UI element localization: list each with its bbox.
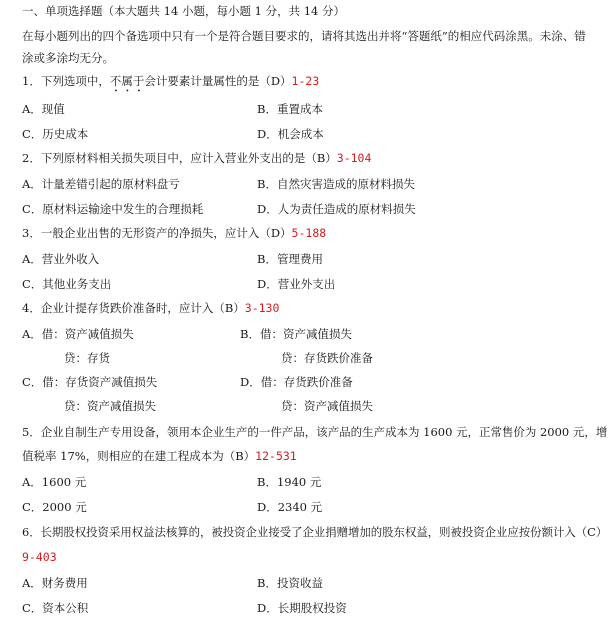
question-4-option-a-credit: 贷：存货 [64, 351, 110, 365]
question-1-stem [22, 73, 319, 95]
question-5-stem-text: 值税率 17%，则相应的在建工程成本为（B） [22, 449, 256, 463]
question-4-option-c-credit: 贷：资产减值损失 [64, 399, 156, 413]
instruction-line-1: 在每小题列出的四个备选项中只有一个是符合题目要求的，请将其选出并将“答题纸”的相应代码涂黑。未涂、错 [22, 29, 586, 43]
question-1-option-d: D．机会成本 [257, 127, 324, 141]
question-5-stem-line-2 [22, 448, 297, 464]
question-4-stem-text: 4．企业计提存货跌价准备时，应计入（B） [22, 301, 245, 315]
question-2-stem-text: 2．下列原材料相关损失项目中，应计入营业外支出的是（B） [22, 151, 337, 165]
question-1-option-a: A．现值 [22, 102, 65, 116]
question-6-option-a: A．财务费用 [22, 576, 88, 590]
question-5-option-c: C．2000 元 [22, 500, 87, 514]
question-2-option-a: A．计量差错引起的原材料盘亏 [22, 177, 180, 191]
question-4-option-b-credit: 贷：存货跌价准备 [281, 351, 373, 365]
question-1-option-c: C．历史成本 [22, 127, 89, 141]
question-1-emphasis: 不属于 [109, 74, 145, 88]
question-5-option-a: A．1600 元 [22, 475, 87, 489]
question-3-option-b: B．管理费用 [257, 252, 323, 266]
question-4-option-b-debit: B．借：资产减值损失 [240, 327, 352, 341]
question-6-option-d: D．长期股权投资 [257, 601, 347, 615]
question-4-option-a-debit: A．借：资产减值损失 [22, 327, 134, 341]
question-2-stem [22, 150, 371, 166]
question-6-option-c: C．资本公积 [22, 601, 89, 615]
question-4-option-d-debit: D．借：存货跌价准备 [240, 375, 353, 389]
question-4-option-c-debit: C．借：存货资产减值损失 [22, 375, 158, 389]
question-1-stem-b: 会计要素计量属性的是（D） [144, 74, 292, 88]
question-5-option-b: B．1940 元 [257, 475, 322, 489]
question-5-stem-line-1: 5．企业自制生产专用设备，领用本企业生产的一件产品，该产品的生产成本为 1600 元，正常售价为 2000 元，增 [22, 425, 608, 439]
question-1-ref: 1-23 [291, 74, 320, 88]
question-3-ref: 5-188 [291, 226, 327, 240]
question-4-ref: 3-130 [244, 301, 280, 315]
question-6-option-b: B．投资收益 [257, 576, 323, 590]
question-5-option-d: D．2340 元 [257, 500, 323, 514]
question-1-option-b: B．重置成本 [257, 102, 323, 116]
question-2-option-c: C．原材料运输途中发生的合理损耗 [22, 202, 204, 216]
question-5-ref: 12-531 [255, 449, 297, 463]
question-6-stem: 6．长期股权投资采用权益法核算的，被投资企业接受了企业捐赠增加的股东权益，则被投资企业应按份额计入（C） [22, 525, 608, 539]
section-title: 一、单项选择题（本大题共 14 小题，每小题 1 分，共 14 分） [22, 4, 346, 18]
question-6-ref: 9-403 [22, 550, 57, 564]
question-3-stem-text: 3．一般企业出售的无形资产的净损失，应计入（D） [22, 226, 292, 240]
question-4-option-d-credit: 贷：资产减值损失 [281, 399, 373, 413]
question-2-option-d: D．人为责任造成的原材料损失 [257, 202, 416, 216]
question-3-option-c: C．其他业务支出 [22, 277, 112, 291]
question-3-option-a: A．营业外收入 [22, 252, 100, 266]
question-3-option-d: D．营业外支出 [257, 277, 336, 291]
question-4-stem [22, 300, 279, 316]
instruction-line-2: 涂或多涂均无分。 [22, 51, 114, 65]
question-1-stem-a: 1．下列选项中， [22, 74, 110, 88]
question-2-ref: 3-104 [336, 151, 372, 165]
question-2-option-b: B．自然灾害造成的原材料损失 [257, 177, 415, 191]
question-3-stem [22, 225, 326, 241]
